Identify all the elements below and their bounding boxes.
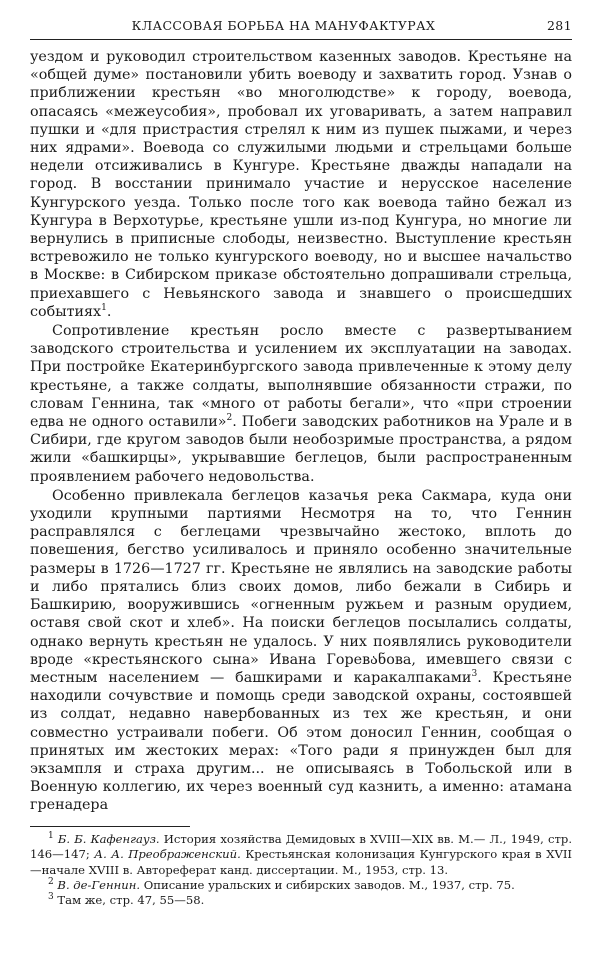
footnote-1-text2: Крестьянская колонизация Кунгурского края в XVII—начале XVIII в. Автореферат канд. диссертации. М., 1953, стр. 13. xyxy=(30,847,572,877)
paragraph-2-text-after: . Побеги заводских работников на Урале и в Сибири, где кругом заводов были необозримые пространства, а рядом жили «башкирцы», укрывавшие беглецов, были распространенным проявлением рабочего недовольства. xyxy=(30,414,572,485)
page-number: 281 xyxy=(546,18,572,33)
footnote-ref-3: 3 xyxy=(471,669,478,680)
footnote-1 xyxy=(30,832,572,878)
footnote-2 xyxy=(30,878,572,893)
header-rule xyxy=(30,39,572,40)
running-head xyxy=(30,18,572,33)
footnote-3 xyxy=(30,893,572,908)
footnote-2-text: Описание уральских и сибирских заводов. М., 1937, стр. 75. xyxy=(143,877,515,892)
paragraph-1-text: уездом и руководил строительством казенных заводов. Крестьяне на «общей думе» постановили убить воеводу и захватить город. Узнав о приближении крестьян «во многолюдстве» к городу, воевода, опасаясь «межеусобия», пробовал их уговаривать, а затем направил пушки и «для пристрастия стрелял к ним из пушек пыжами, и через них ядрами». Воевода со служилыми людьми и стрельцами больше недели отсиживались в Кунгуре. Крестьяне дважды нападали на город. В восстании принимало участие и нерусское население Кунгурского уезда. Только после того как воевода тайно бежал из Кунгура в Верхотурье, крестьяне ушли из-под Кунгура, но многие ли вернулись в приписные слободы, неизвестно. Выступление крестьян встревожило не только кунгурского воеводу, но и высшее начальство в Москве: в Сибирском приказе обстоятельно допрашивали стрельца, приехавшего с Невьянского завода и знавшего о происшедших событиях xyxy=(30,49,572,320)
paragraph-2-text: Сопротивление крестьян росло вместе с развертыванием заводского строительства и усилением их эксплуатации на заводах. При постройке Екатеринбургского завода привлеченные к этому делу крестьяне, а также солдаты, выполнявшие обязанности стражи, по словам Геннина, так «много от работы бегали», что «при строении едва не одного оставили» xyxy=(30,323,572,431)
footnote-3-num: 3 xyxy=(48,892,54,903)
footnote-1-text: История хозяйства Демидовых в XVIII—XIX вв. М.— Л., 1949, стр. 146—147; xyxy=(30,832,573,862)
footnote-ref-2: 2 xyxy=(226,413,233,424)
chapter-title: КЛАССОВАЯ БОРЬБА НА МАНУФАКТУРАХ xyxy=(131,18,436,33)
paragraph-2 xyxy=(30,322,572,486)
paragraph-3 xyxy=(30,487,572,815)
footnotes xyxy=(30,832,572,908)
footnote-1-author2: А. А. Преображенский. xyxy=(94,847,241,862)
footnote-2-num: 2 xyxy=(48,877,54,888)
paragraph-3-text: Особенно привлекала беглецов казачья река Сакмара, куда они уходили крупными партиями Несмотря на то, что Геннин расправлялся с беглецами чрезвычайно жестоко, вплоть до повешения, бегство усиливалось и приняло особенно значительные размеры в 1726—1727 гг. Крестьяне не являлись на заводские работы и либо прятались близ своих домов, либо бежали в Сибирь и Башкирию, вооружившись «огненным ружьем и разным орудием, оставя свой скот и хлеб». На поиски беглецов посылались солдаты, однако вернуть крестьян не удалось. У них появлялись руководители вроде «крестьянского сына» Ивана Горевანова, имевшего связи с местным населением — башкирами и каракалпаками xyxy=(30,487,572,686)
footnote-1-author: Б. Б. Кафенгауз. xyxy=(57,832,160,846)
footnote-3-text: Там же, стр. 47, 55—58. xyxy=(57,893,205,908)
footnote-ref-1: 1 xyxy=(101,303,107,314)
paragraph-1: уездом и руководил строительством казенных заводов. Крестьяне на «общей думе» постановили убить воеводу и захватить город. Узнав о приближении крестьян «во многолюдстве» к городу, воевода, опасаясь «межеусобия», пробовал их уговаривать, а затем направил пушки и «для пристрастия стрелял к ним из пушек пыжами, и через них ядрами». Воевода со служилыми людьми и стрельцами больше недели отсиживались в Кунгуре. Крестьяне дважды нападали на город. В восстании принимало участие и нерусское население Кунгурского уезда. Только после того как воевода тайно бежал из Кунгура в Верхотурье, крестьяне ушли из-под Кунгура, но многие ли вернулись в приписные слободы, неизвестно. Выступление крестьян встревожило не только кунгурского воеводу, но и высшее начальство в Москве: в Сибирском приказе обстоятельно допрашивали стрельца, приехавшего с Невьянского завода и знавшего о происшедших событиях$^1$. xyxy=(30,49,572,320)
main-text xyxy=(30,48,572,815)
footnote-1-num: 1 xyxy=(48,831,54,842)
paragraph-3-text-after: . Крестьяне находили сочувствие и помощь среди заводской охраны, состоявшей из солдат, недавно навербованных из тех же крестьян, и они совместно устраивали побеги. Об этом доносил Геннин, сообщая о принятых им жестоких мерах: «Того ради я принужден был для экзампля и страха другим... не описываясь в Тобольской или в Военную коллегию, их через военный суд казнить, а именно: атамана гренадера xyxy=(30,669,573,814)
footnote-rule xyxy=(30,826,190,827)
footnote-2-author: В. де-Геннин. xyxy=(57,877,141,892)
